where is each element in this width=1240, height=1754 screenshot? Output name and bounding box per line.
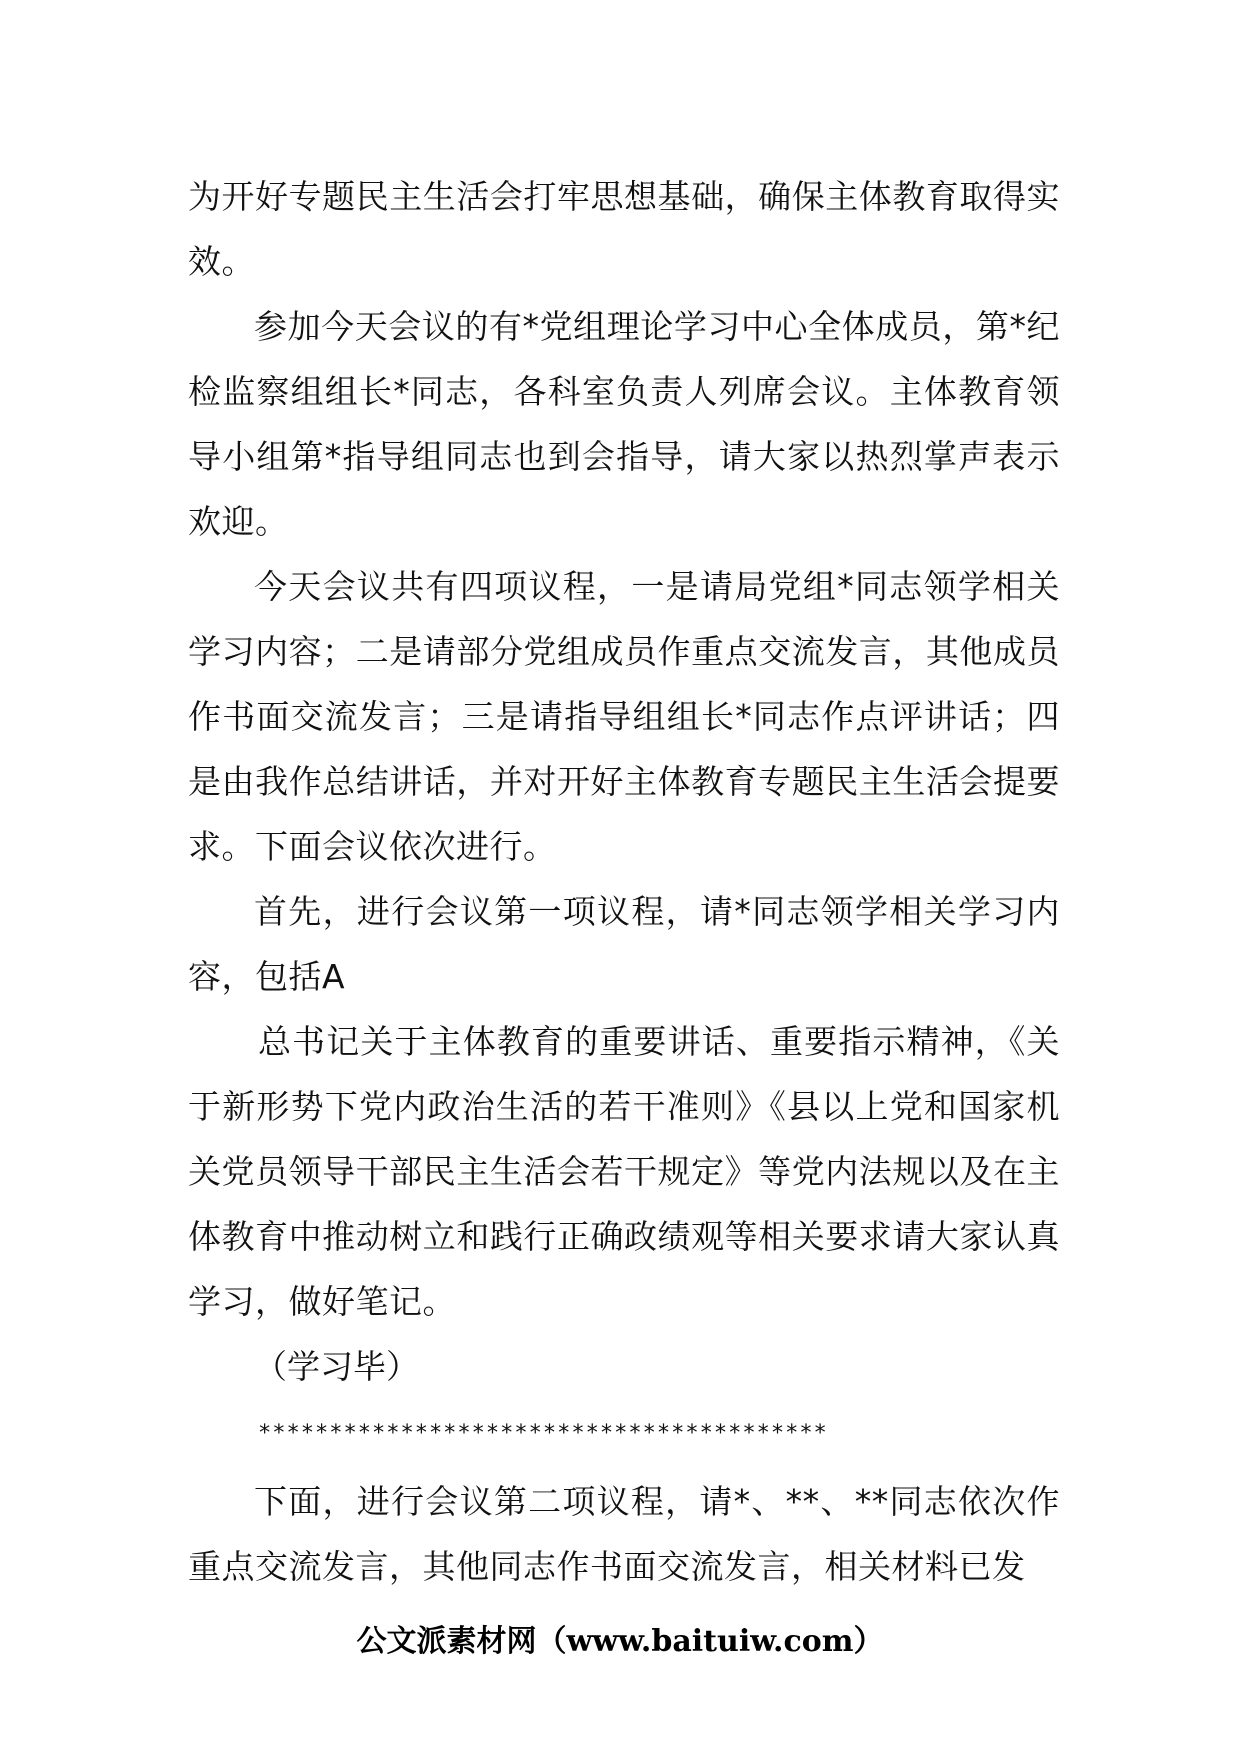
asterisk-separator: **************************************** bbox=[258, 1421, 828, 1446]
paragraph-agenda: 今天会议共有四项议程，一是请局党组*同志领学相关学习内容；二是请部分党组成员作重点交流发言，其他成员作书面交流发言；三是请指导组组长*同志作点评讲话；四是由我作总结讲话，并对开好主体教育专题民主生活会提要求。下面会议依次进行。 bbox=[188, 567, 1060, 866]
watermark-footer: 公文派素材网（www.baituiw.com） bbox=[356, 1624, 884, 1659]
paragraph-study-content: 总书记关于主体教育的重要讲话、重要指示精神，《关于新形势下党内政治生活的若干准则》《县以上党和国家机关党员领导干部民主生活会若干规定》等党内法规以及在主体教育中推动树立和践行正确政绩观等相关要求请大家认真学习，做好笔记。 bbox=[188, 1022, 1060, 1321]
paragraph-second-item: 下面，进行会议第二项议程，请*、**、**同志依次作重点交流发言，其他同志作书面交流发言，相关材料已发 bbox=[188, 1482, 1060, 1586]
document-body bbox=[188, 164, 1060, 1599]
paragraph-continuation: 为开好专题民主生活会打牢思想基础，确保主体教育取得实效。 bbox=[188, 177, 1060, 281]
study-finished-note: （学习毕） bbox=[254, 1347, 419, 1386]
paragraph-attendees: 参加今天会议的有*党组理论学习中心全体成员，第*纪检监察组组长*同志，各科室负责人列席会议。主体教育领导小组第*指导组同志也到会指导，请大家以热烈掌声表示欢迎。 bbox=[188, 307, 1060, 541]
paragraph-first-item: 首先，进行会议第一项议程，请*同志领学相关学习内容，包括A bbox=[188, 892, 1060, 996]
